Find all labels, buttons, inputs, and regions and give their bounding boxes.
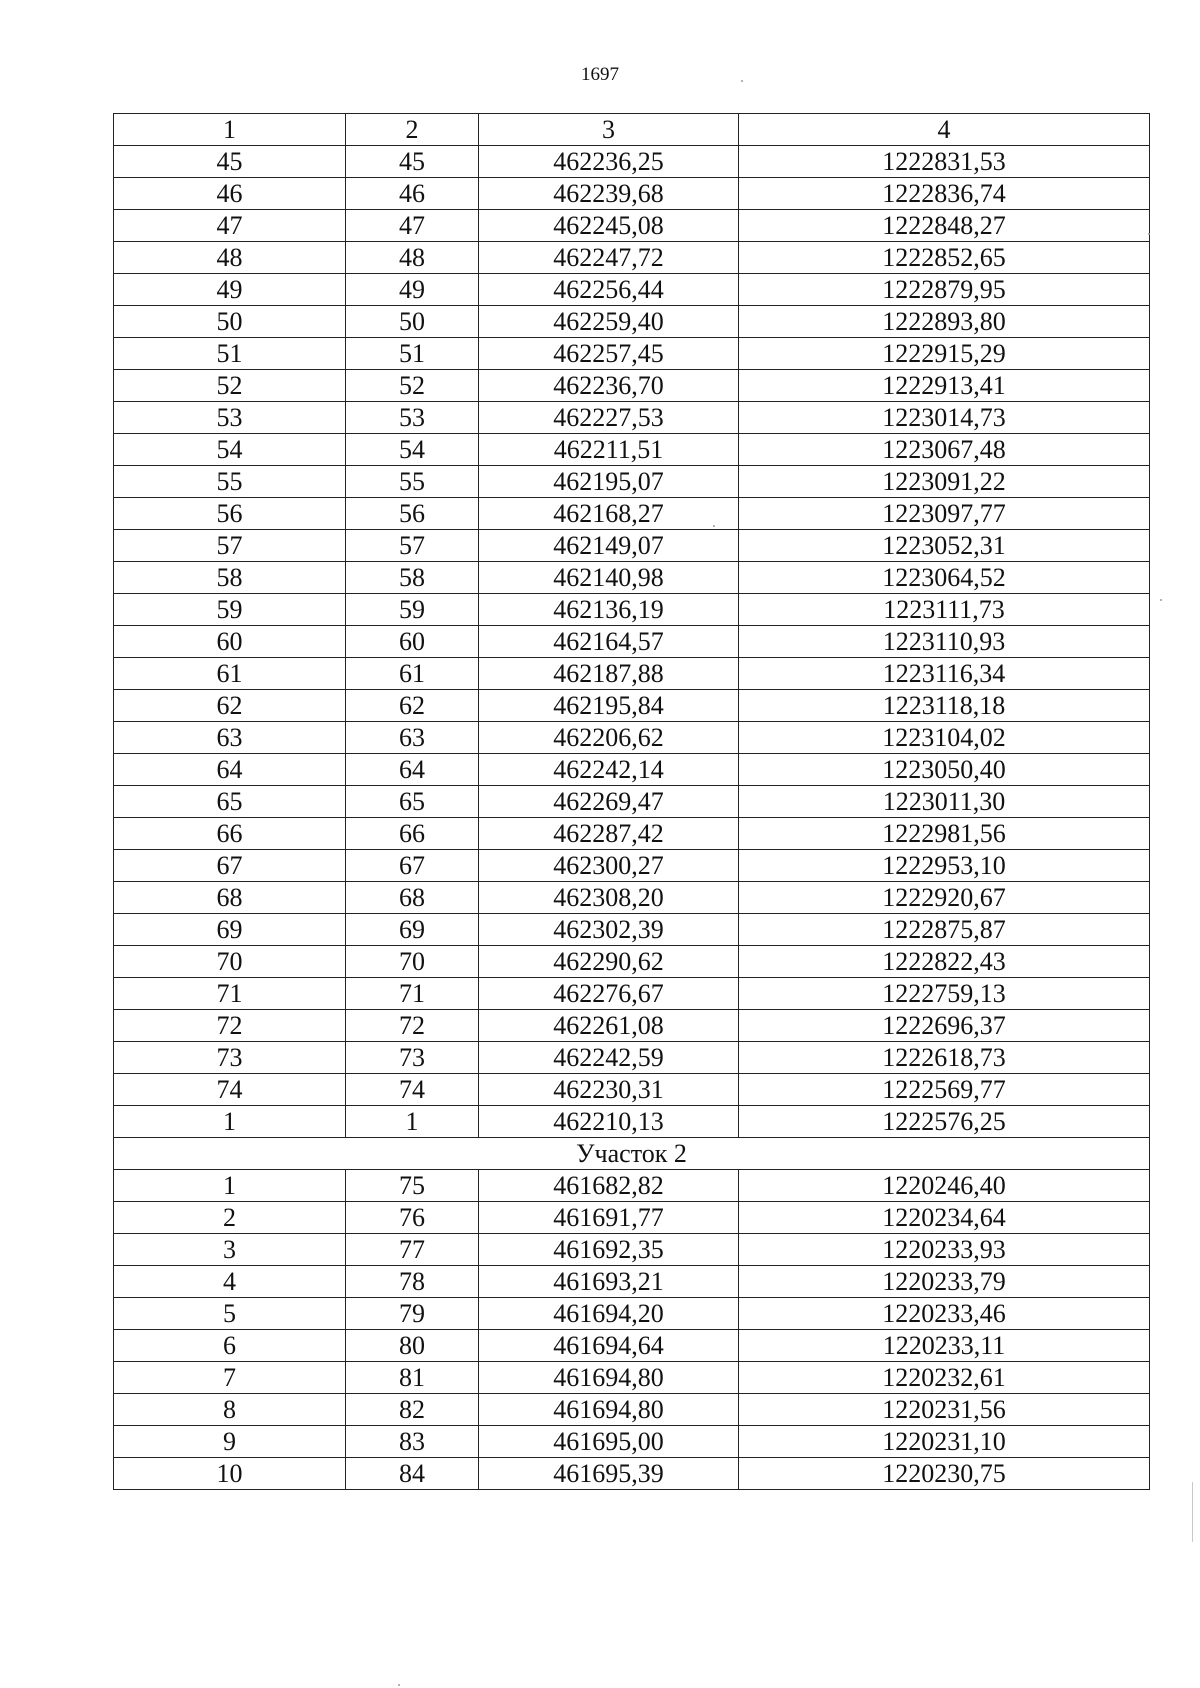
table-cell: 69 xyxy=(114,914,346,946)
table-cell: 1223014,73 xyxy=(739,402,1150,434)
table-cell: 72 xyxy=(346,1010,479,1042)
table-cell: 45 xyxy=(114,146,346,178)
table-cell: 10 xyxy=(114,1458,346,1490)
table-row xyxy=(114,1042,1150,1074)
table-cell: 1223052,31 xyxy=(739,530,1150,562)
scan-speck xyxy=(741,80,743,82)
table-row xyxy=(114,1234,1150,1266)
header-cell: 2 xyxy=(346,114,479,146)
table-row xyxy=(114,1330,1150,1362)
table-cell: 462245,08 xyxy=(479,210,739,242)
table-cell: 462210,13 xyxy=(479,1106,739,1138)
table-cell: 461692,35 xyxy=(479,1234,739,1266)
table-cell: 461694,80 xyxy=(479,1362,739,1394)
table-cell: 461693,21 xyxy=(479,1266,739,1298)
table-cell: 63 xyxy=(346,722,479,754)
table-cell: 81 xyxy=(346,1362,479,1394)
table-cell: 1222920,67 xyxy=(739,882,1150,914)
table-cell: 462149,07 xyxy=(479,530,739,562)
table-row xyxy=(114,146,1150,178)
table-cell: 56 xyxy=(346,498,479,530)
table-row xyxy=(114,850,1150,882)
table-cell: 69 xyxy=(346,914,479,946)
table-cell: 50 xyxy=(114,306,346,338)
table-cell: 462164,57 xyxy=(479,626,739,658)
table-cell: 53 xyxy=(114,402,346,434)
table-cell: 47 xyxy=(114,210,346,242)
table-cell: 47 xyxy=(346,210,479,242)
table-cell: 78 xyxy=(346,1266,479,1298)
page-number: 1697 xyxy=(581,64,619,85)
table-cell: 56 xyxy=(114,498,346,530)
table-cell: 461691,77 xyxy=(479,1202,739,1234)
table-cell: 52 xyxy=(114,370,346,402)
table-cell: 462302,39 xyxy=(479,914,739,946)
table-cell: 1222893,80 xyxy=(739,306,1150,338)
table-cell: 51 xyxy=(346,338,479,370)
table-row xyxy=(114,1202,1150,1234)
table-cell: 462256,44 xyxy=(479,274,739,306)
table-cell: 48 xyxy=(346,242,479,274)
table-cell: 1222913,41 xyxy=(739,370,1150,402)
table-row xyxy=(114,786,1150,818)
table-cell: 1223064,52 xyxy=(739,562,1150,594)
table-cell: 462227,53 xyxy=(479,402,739,434)
table-cell: 7 xyxy=(114,1362,346,1394)
table-row xyxy=(114,1362,1150,1394)
table-cell: 5 xyxy=(114,1298,346,1330)
table-cell: 1222822,43 xyxy=(739,946,1150,978)
table-row xyxy=(114,658,1150,690)
table-cell: 1223118,18 xyxy=(739,690,1150,722)
table-cell: 58 xyxy=(114,562,346,594)
table-cell: 1222618,73 xyxy=(739,1042,1150,1074)
table-cell: 1223104,02 xyxy=(739,722,1150,754)
table-cell: 65 xyxy=(346,786,479,818)
table-cell: 8 xyxy=(114,1394,346,1426)
table-row xyxy=(114,914,1150,946)
table-cell: 1222852,65 xyxy=(739,242,1150,274)
table-cell: 1222981,56 xyxy=(739,818,1150,850)
header-row xyxy=(114,114,1150,146)
table-cell: 461694,64 xyxy=(479,1330,739,1362)
table-cell: 67 xyxy=(346,850,479,882)
table-row xyxy=(114,1266,1150,1298)
table-cell: 54 xyxy=(114,434,346,466)
table-row xyxy=(114,1394,1150,1426)
table-cell: 1223050,40 xyxy=(739,754,1150,786)
table-cell: 1220233,79 xyxy=(739,1266,1150,1298)
table-cell: 1220233,11 xyxy=(739,1330,1150,1362)
table-cell: 1 xyxy=(114,1170,346,1202)
section-title: Участок 2 xyxy=(114,1138,1150,1170)
table-cell: 60 xyxy=(346,626,479,658)
table-cell: 462187,88 xyxy=(479,658,739,690)
table-cell: 62 xyxy=(114,690,346,722)
table-row xyxy=(114,1298,1150,1330)
table-cell: 75 xyxy=(346,1170,479,1202)
table-cell: 76 xyxy=(346,1202,479,1234)
table-cell: 462247,72 xyxy=(479,242,739,274)
table-cell: 462211,51 xyxy=(479,434,739,466)
table-cell: 68 xyxy=(114,882,346,914)
table-cell: 77 xyxy=(346,1234,479,1266)
table-cell: 461694,80 xyxy=(479,1394,739,1426)
table-row xyxy=(114,466,1150,498)
table-row xyxy=(114,1170,1150,1202)
table-cell: 55 xyxy=(114,466,346,498)
table-row xyxy=(114,338,1150,370)
scan-edge-mark xyxy=(1192,1482,1193,1542)
table-cell: 461694,20 xyxy=(479,1298,739,1330)
table-cell: 65 xyxy=(114,786,346,818)
table-cell: 1223091,22 xyxy=(739,466,1150,498)
table-row xyxy=(114,1010,1150,1042)
table-cell: 461695,39 xyxy=(479,1458,739,1490)
table-cell: 1222915,29 xyxy=(739,338,1150,370)
table-row xyxy=(114,1074,1150,1106)
table-cell: 1220233,46 xyxy=(739,1298,1150,1330)
table-cell: 462257,45 xyxy=(479,338,739,370)
table-cell: 57 xyxy=(346,530,479,562)
table-cell: 67 xyxy=(114,850,346,882)
table-cell: 462308,20 xyxy=(479,882,739,914)
table-cell: 1220230,75 xyxy=(739,1458,1150,1490)
table-cell: 66 xyxy=(346,818,479,850)
table-row xyxy=(114,626,1150,658)
table-row xyxy=(114,978,1150,1010)
table-cell: 462168,27 xyxy=(479,498,739,530)
table-cell: 59 xyxy=(346,594,479,626)
table-cell: 1 xyxy=(346,1106,479,1138)
table-row xyxy=(114,306,1150,338)
table-row xyxy=(114,210,1150,242)
table-row xyxy=(114,274,1150,306)
table-row xyxy=(114,690,1150,722)
table-cell: 52 xyxy=(346,370,479,402)
table-cell: 1222836,74 xyxy=(739,178,1150,210)
table-cell: 6 xyxy=(114,1330,346,1362)
table-cell: 58 xyxy=(346,562,479,594)
table-cell: 462242,59 xyxy=(479,1042,739,1074)
table-cell: 1220233,93 xyxy=(739,1234,1150,1266)
coordinates-table xyxy=(113,113,1150,1490)
table-row xyxy=(114,722,1150,754)
table-cell: 462242,14 xyxy=(479,754,739,786)
table-cell: 1222953,10 xyxy=(739,850,1150,882)
table-row xyxy=(114,1458,1150,1490)
table-cell: 462236,25 xyxy=(479,146,739,178)
table-cell: 462195,07 xyxy=(479,466,739,498)
table-row xyxy=(114,242,1150,274)
table-cell: 66 xyxy=(114,818,346,850)
table-cell: 1220234,64 xyxy=(739,1202,1150,1234)
table-cell: 46 xyxy=(114,178,346,210)
scan-speck xyxy=(713,525,715,527)
table-cell: 4 xyxy=(114,1266,346,1298)
table-cell: 1222576,25 xyxy=(739,1106,1150,1138)
table-cell: 50 xyxy=(346,306,479,338)
scan-speck xyxy=(1148,233,1150,235)
table-row xyxy=(114,594,1150,626)
table-cell: 48 xyxy=(114,242,346,274)
table-cell: 1223097,77 xyxy=(739,498,1150,530)
table-row xyxy=(114,530,1150,562)
table-cell: 45 xyxy=(346,146,479,178)
table-cell: 1222875,87 xyxy=(739,914,1150,946)
table-cell: 46 xyxy=(346,178,479,210)
table-cell: 462259,40 xyxy=(479,306,739,338)
table-cell: 62 xyxy=(346,690,479,722)
table-cell: 1220231,10 xyxy=(739,1426,1150,1458)
table-cell: 1222831,53 xyxy=(739,146,1150,178)
table-cell: 462206,62 xyxy=(479,722,739,754)
table-cell: 72 xyxy=(114,1010,346,1042)
table-cell: 1220232,61 xyxy=(739,1362,1150,1394)
table-row xyxy=(114,370,1150,402)
table-body xyxy=(114,114,1150,1490)
table-cell: 1223111,73 xyxy=(739,594,1150,626)
table-cell: 60 xyxy=(114,626,346,658)
table-cell: 1220246,40 xyxy=(739,1170,1150,1202)
table-cell: 49 xyxy=(346,274,479,306)
table-cell: 1222759,13 xyxy=(739,978,1150,1010)
scan-speck xyxy=(1160,599,1162,601)
table-cell: 61 xyxy=(114,658,346,690)
table-cell: 53 xyxy=(346,402,479,434)
table-cell: 51 xyxy=(114,338,346,370)
table-cell: 2 xyxy=(114,1202,346,1234)
table-cell: 461682,82 xyxy=(479,1170,739,1202)
table-cell: 1223116,34 xyxy=(739,658,1150,690)
table-cell: 54 xyxy=(346,434,479,466)
table-cell: 462230,31 xyxy=(479,1074,739,1106)
table-cell: 73 xyxy=(346,1042,479,1074)
section-row xyxy=(114,1138,1150,1170)
table-row xyxy=(114,402,1150,434)
scan-speck xyxy=(398,1684,400,1686)
table-cell: 1222879,95 xyxy=(739,274,1150,306)
table-cell: 462195,84 xyxy=(479,690,739,722)
table-cell: 74 xyxy=(346,1074,479,1106)
table-cell: 3 xyxy=(114,1234,346,1266)
table-cell: 9 xyxy=(114,1426,346,1458)
table-row xyxy=(114,946,1150,978)
table-cell: 461695,00 xyxy=(479,1426,739,1458)
table-cell: 84 xyxy=(346,1458,479,1490)
table-cell: 462300,27 xyxy=(479,850,739,882)
table-row xyxy=(114,434,1150,466)
table-cell: 57 xyxy=(114,530,346,562)
header-cell: 4 xyxy=(739,114,1150,146)
table-cell: 1220231,56 xyxy=(739,1394,1150,1426)
header-cell: 1 xyxy=(114,114,346,146)
table-row xyxy=(114,1426,1150,1458)
table-cell: 80 xyxy=(346,1330,479,1362)
table-cell: 462269,47 xyxy=(479,786,739,818)
table-cell: 79 xyxy=(346,1298,479,1330)
table-cell: 1222696,37 xyxy=(739,1010,1150,1042)
table-cell: 462261,08 xyxy=(479,1010,739,1042)
table-cell: 74 xyxy=(114,1074,346,1106)
table-cell: 70 xyxy=(346,946,479,978)
table-cell: 68 xyxy=(346,882,479,914)
table-cell: 462140,98 xyxy=(479,562,739,594)
table-row xyxy=(114,818,1150,850)
table-cell: 82 xyxy=(346,1394,479,1426)
table-cell: 1223011,30 xyxy=(739,786,1150,818)
table-cell: 1222848,27 xyxy=(739,210,1150,242)
table-cell: 64 xyxy=(346,754,479,786)
table-row xyxy=(114,882,1150,914)
header-cell: 3 xyxy=(479,114,739,146)
table-cell: 1 xyxy=(114,1106,346,1138)
table-row xyxy=(114,178,1150,210)
table-cell: 1223067,48 xyxy=(739,434,1150,466)
table-cell: 70 xyxy=(114,946,346,978)
table-row xyxy=(114,498,1150,530)
table-cell: 61 xyxy=(346,658,479,690)
table-cell: 49 xyxy=(114,274,346,306)
table-cell: 55 xyxy=(346,466,479,498)
table-row xyxy=(114,754,1150,786)
table-cell: 71 xyxy=(346,978,479,1010)
table-cell: 83 xyxy=(346,1426,479,1458)
table-cell: 64 xyxy=(114,754,346,786)
table-row xyxy=(114,562,1150,594)
table-cell: 462287,42 xyxy=(479,818,739,850)
table-cell: 63 xyxy=(114,722,346,754)
table-row xyxy=(114,1106,1150,1138)
table-cell: 1222569,77 xyxy=(739,1074,1150,1106)
table-cell: 462239,68 xyxy=(479,178,739,210)
table-cell: 462136,19 xyxy=(479,594,739,626)
table-cell: 71 xyxy=(114,978,346,1010)
table-cell: 1223110,93 xyxy=(739,626,1150,658)
table-cell: 462290,62 xyxy=(479,946,739,978)
table-cell: 59 xyxy=(114,594,346,626)
table-cell: 73 xyxy=(114,1042,346,1074)
table-cell: 462276,67 xyxy=(479,978,739,1010)
table-cell: 462236,70 xyxy=(479,370,739,402)
